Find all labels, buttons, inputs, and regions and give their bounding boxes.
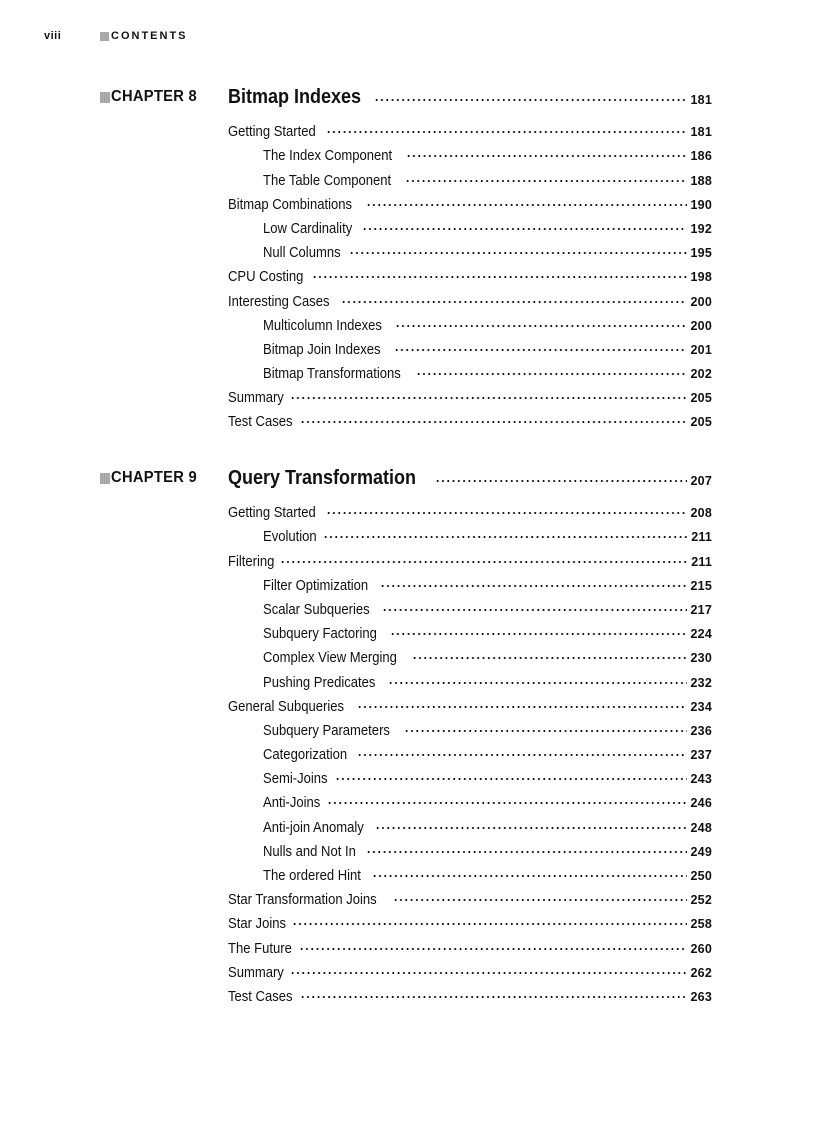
dot-leader [390,629,687,639]
dot-leader [404,726,686,736]
dot-leader [380,581,687,591]
toc-entry-page-number: 186 [690,149,712,164]
toc-entry-title: The Future [228,940,292,957]
toc-entry-page-number: 246 [690,796,712,811]
toc-entry-title: Bitmap Transformations [263,366,401,383]
toc-entry-page-number: 198 [690,270,712,285]
dot-leader [349,248,686,258]
page-number: viii [44,30,62,42]
toc-entry[interactable] [228,595,712,619]
dot-leader [335,774,687,784]
toc-entry-title: Scalar Subqueries [263,601,370,618]
toc-entry[interactable] [228,286,712,310]
dot-leader [382,605,687,615]
toc-entry-page-number: 258 [690,917,712,932]
chapter-entries [228,117,712,431]
tint-square-icon [100,92,110,103]
chapter-label [100,465,197,491]
toc-entry[interactable] [228,571,712,595]
toc-entry[interactable] [228,643,712,667]
toc-entry-title: The Table Component [263,172,392,189]
toc-entry-page-number: 205 [690,391,712,406]
toc-entry-page-number: 252 [690,893,712,908]
toc-entry-title: Complex View Merging [263,650,397,667]
toc-entry[interactable] [228,837,712,861]
toc-entry[interactable] [228,359,712,383]
dot-leader [357,750,687,760]
dot-leader [323,532,688,542]
chapter-label-text: CHAPTER 8 [111,88,197,105]
toc-entry-title: Test Cases [228,988,293,1005]
dot-leader [405,176,686,186]
toc-entry-page-number: 190 [690,197,712,212]
toc-entry-page-number: 236 [690,723,712,738]
toc-entry-page-number: 188 [690,173,712,188]
toc-entry[interactable] [228,933,712,957]
toc-entry-page-number: 192 [690,221,712,236]
dot-leader [341,297,687,307]
chapter-label-text: CHAPTER 9 [111,469,197,486]
toc-entry-title: Multicolumn Indexes [263,317,382,334]
running-head [44,29,188,43]
toc-entry[interactable] [228,909,712,933]
toc-entry-title: CPU Costing [228,269,304,286]
toc-entry-page-number: 208 [690,506,712,521]
toc-entry-title: Semi-Joins [263,771,328,788]
toc-entry-title: Filter Optimization [263,577,369,594]
toc-entry-page-number: 200 [690,294,712,309]
toc-entry[interactable] [228,764,712,788]
chapter-title: Bitmap Indexes [228,86,362,108]
toc-entry-title: Subquery Parameters [263,722,390,739]
toc-entry-page-number: 260 [690,941,712,956]
toc-entry-page-number: 237 [690,748,712,763]
toc-entry[interactable] [228,982,712,1006]
dot-leader [374,95,687,105]
toc-entry-title: Bitmap Join Indexes [263,341,381,358]
chapter-label [100,84,197,110]
toc-entry[interactable] [228,619,712,643]
tint-square-icon [100,473,110,484]
toc-entry-title: Interesting Cases [228,293,330,310]
toc-entry-page-number: 205 [690,415,712,430]
toc-entry-title: Star Joins [228,916,287,933]
toc-entry-title: Getting Started [228,505,316,522]
dot-leader [312,272,687,282]
dot-leader [395,321,686,331]
dot-leader [366,200,687,210]
dot-leader [299,944,687,954]
toc-entry[interactable] [228,165,712,189]
dot-leader [326,127,687,137]
toc-entry-title: Getting Started [228,124,316,141]
dot-leader [327,798,687,808]
dot-leader [290,968,686,978]
toc-entry[interactable] [228,141,712,165]
toc-entry[interactable] [228,407,712,431]
toc-entry-title: Pushing Predicates [263,674,376,691]
toc-entry[interactable] [228,546,712,570]
dot-leader [292,919,686,929]
toc-entry[interactable] [228,117,712,141]
toc-entry[interactable] [228,498,712,522]
toc-entry-page-number: 215 [690,578,712,593]
dot-leader [362,224,686,234]
toc-entry[interactable] [228,190,712,214]
toc-entry-title: Anti-Joins [263,795,321,812]
toc-entry-title: Categorization [263,747,348,764]
toc-entry[interactable] [228,812,712,836]
dot-leader [416,369,686,379]
toc-entry[interactable] [228,238,712,262]
running-head-text: CONTENTS [111,30,188,42]
toc-entry-page-number: 262 [690,965,712,980]
toc-entry-title: Subquery Factoring [263,626,377,643]
toc-entry[interactable] [228,788,712,812]
toc-entry-page-number: 211 [691,554,712,569]
toc-entry-page-number: 248 [690,820,712,835]
toc-entry[interactable] [228,383,712,407]
toc-entry-page-number: 232 [690,675,712,690]
dot-leader [300,417,687,427]
toc-entry-title: Bitmap Combinations [228,196,353,213]
toc-entry[interactable] [228,958,712,982]
toc-entry-title: Summary [228,390,284,407]
chapter-title-row[interactable] [228,465,712,491]
toc-entry-title: The Index Component [263,148,393,165]
dot-leader [280,557,688,567]
chapter-page-number: 181 [690,93,712,107]
toc-entry-page-number: 211 [691,530,712,545]
toc-entry-page-number: 234 [690,699,712,714]
toc-entry-page-number: 263 [690,989,712,1004]
toc-entry[interactable] [228,262,712,286]
chapter-title-row[interactable] [228,84,712,110]
dot-leader [388,678,687,688]
toc-entry-page-number: 230 [690,651,712,666]
toc-entry[interactable] [228,667,712,691]
dot-leader [412,653,687,663]
toc-entry-page-number: 201 [690,342,712,357]
dot-leader [290,393,686,403]
toc-entry-title: Null Columns [263,245,341,262]
dot-leader [435,476,687,486]
toc-entry-title: Low Cardinality [263,220,353,237]
toc-entry-title: Filtering [228,553,275,570]
toc-entry[interactable] [228,311,712,335]
toc-entry[interactable] [228,740,712,764]
tint-square-icon [100,32,109,41]
toc-entry-title: General Subqueries [228,698,345,715]
toc-entry-page-number: 181 [690,125,712,140]
dot-leader [372,871,687,881]
toc-entry-title: The ordered Hint [263,868,361,884]
toc-entry-page-number: 217 [690,602,712,617]
toc-entry[interactable] [228,885,712,909]
dot-leader [394,345,687,355]
dot-leader [366,847,686,857]
toc-entry-page-number: 249 [690,844,712,859]
toc-entry-title: Test Cases [228,414,293,431]
dot-leader [375,823,687,833]
toc-entry[interactable] [228,522,712,546]
dot-leader [357,702,687,712]
dot-leader [393,895,686,905]
toc-entry-title: Star Transformation Joins [228,892,377,909]
toc-entry[interactable] [228,692,712,716]
running-head-label [100,30,188,42]
toc-entry-title: Evolution [263,529,317,546]
chapter-title: Query Transformation [228,467,417,489]
toc-entry[interactable] [228,214,712,238]
toc-entry[interactable] [228,335,712,359]
dot-leader [326,508,687,518]
toc-entry[interactable] [228,716,712,740]
toc-entry-page-number: 224 [690,627,712,642]
toc-entry-page-number: 250 [690,869,712,883]
toc-entry-page-number: 195 [690,246,712,261]
dot-leader [406,151,686,161]
toc-entry-title: Anti-join Anomaly [263,819,364,836]
chapter-page-number: 207 [690,474,712,488]
toc-entry-title: Nulls and Not In [263,843,356,860]
toc-entry-page-number: 200 [690,318,712,333]
toc-entry-title: Summary [228,964,284,981]
dot-leader [300,992,687,1002]
chapter-entries [228,498,712,1006]
toc-entry-page-number: 243 [690,772,712,787]
toc-entry-page-number: 202 [690,367,712,382]
toc-entry[interactable] [228,861,712,885]
